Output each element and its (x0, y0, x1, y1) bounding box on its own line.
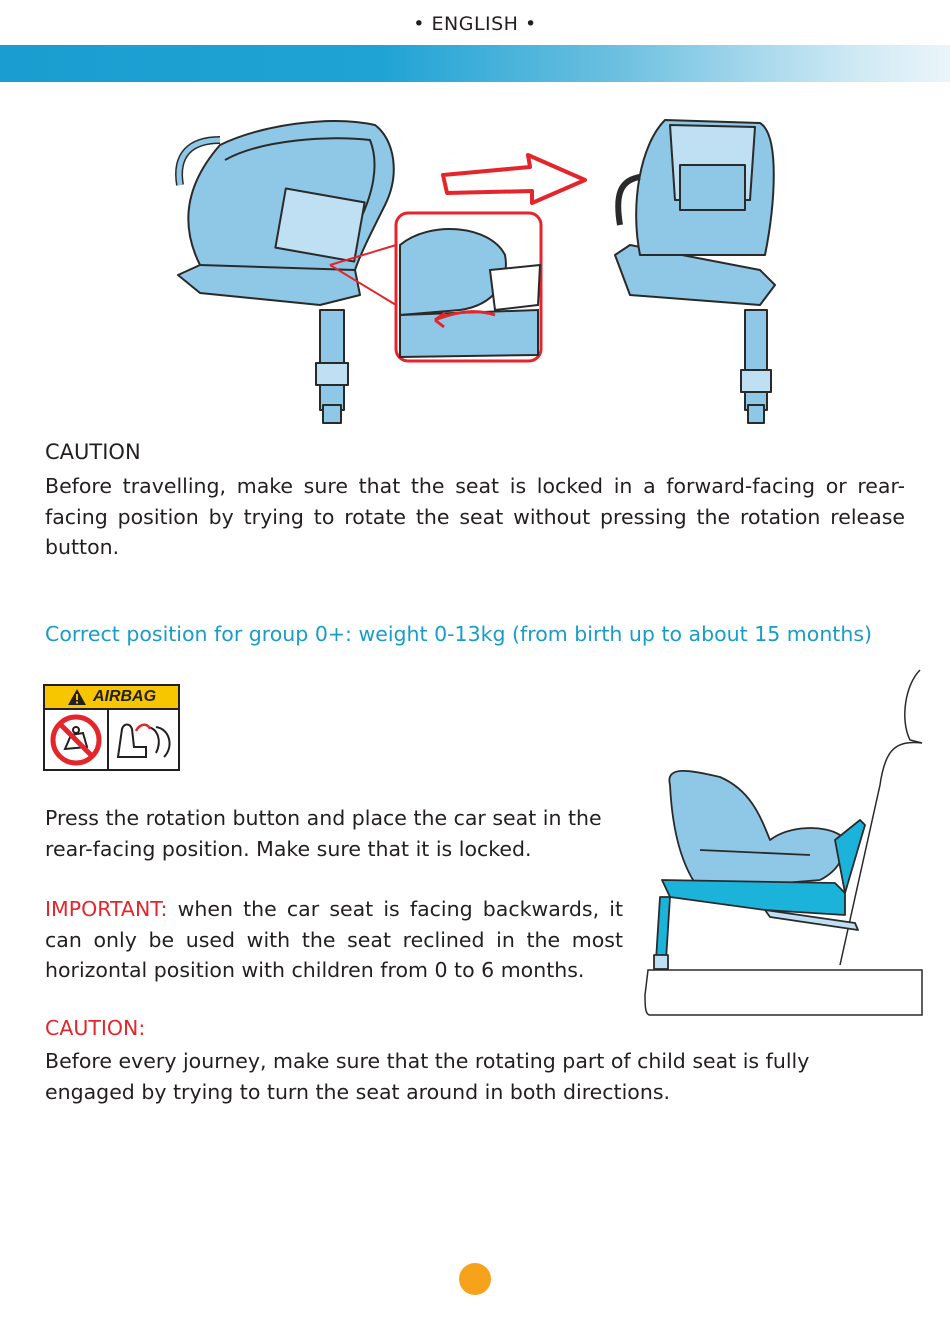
language-header: • ENGLISH • (413, 13, 537, 35)
no-rear-facing-seat-icon (49, 713, 103, 767)
header-band (0, 45, 950, 82)
seat-rotation-illustration (160, 105, 800, 435)
warning-triangle-icon (67, 688, 87, 706)
rotation-instruction: Press the rotation button and place the car seat in the rear-facing position. Make sure that it is locked. (45, 806, 602, 861)
caution-label: CAUTION: (45, 1016, 146, 1040)
airbag-warning-label (43, 684, 180, 771)
page-marker (459, 1263, 491, 1295)
group-heading: Correct position for group 0+: weight 0-13kg (from birth up to about 15 months) (45, 622, 873, 646)
airbag-header (45, 686, 178, 710)
rear-facing-seat-illustration (640, 665, 925, 1020)
airbag-title: AIRBAG (92, 688, 157, 705)
important-paragraph (45, 894, 623, 986)
important-text: when the car seat is facing backwards, it can only be used with the seat reclined in the most horizontal position with children from 0 to 6 months. (45, 897, 623, 982)
caution-title: CAUTION (45, 440, 141, 464)
airbag-deploy-icon (112, 717, 176, 763)
caution-body: Before travelling, make sure that the seat is locked in a forward-facing or rear-facing position by trying to rotate the seat without pressing the rotation release button. (45, 474, 905, 559)
important-label: IMPORTANT: (45, 897, 168, 921)
caution-journey-text: Before every journey, make sure that the rotating part of child seat is fully engaged by trying to turn the seat around in both directions. (45, 1049, 810, 1104)
